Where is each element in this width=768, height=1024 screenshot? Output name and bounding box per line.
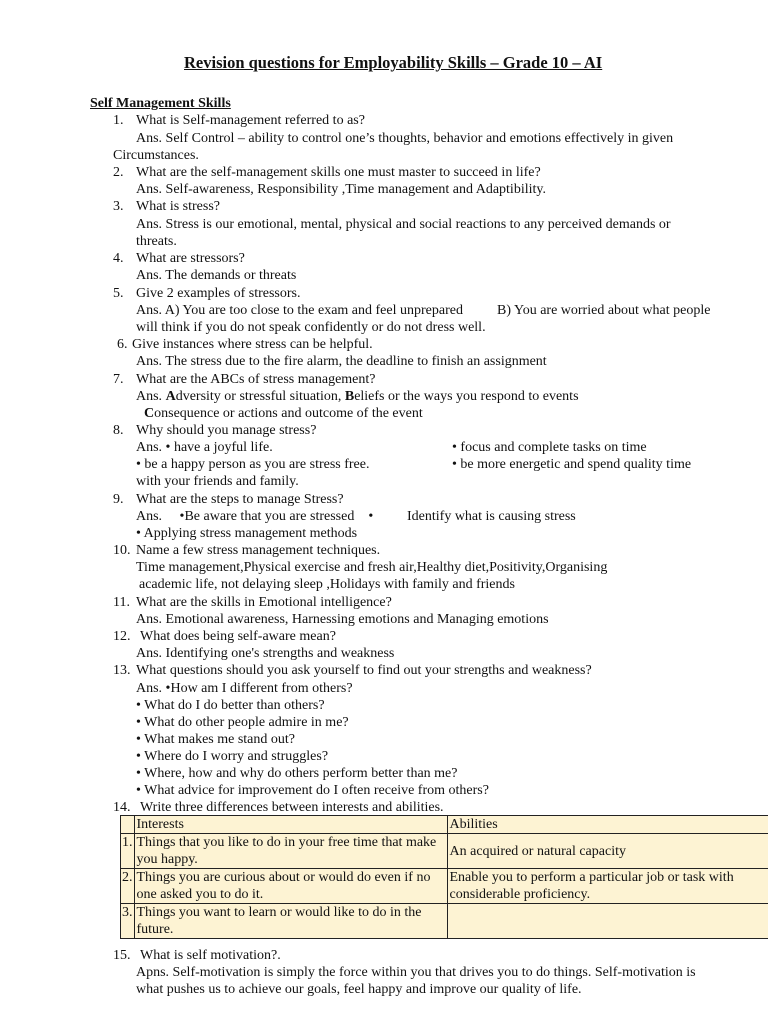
table-cell — [121, 816, 135, 834]
answer-text: Ans. A) You are too close to the exam and feel unprepared — [136, 303, 463, 318]
question-text: Name a few stress management techniques. — [136, 543, 381, 558]
item-number: 14. — [113, 800, 131, 815]
answer-text: • be a happy person as you are stress free. — [136, 457, 370, 472]
table-header-row — [121, 816, 768, 834]
item-number: 11. — [113, 595, 130, 610]
answer-text: Circumstances. — [113, 148, 199, 163]
interest-cell: Things you are curious about or would do even if no one asked you to do it. — [134, 869, 447, 904]
answer-text: • Where do I worry and struggles? — [136, 749, 329, 764]
question-text: What is Self-management referred to as? — [136, 113, 365, 128]
answer-text: • Applying stress management methods — [136, 526, 358, 541]
answer-text: Ans. Identifying one's strengths and weakness — [136, 646, 395, 661]
answer-text: • focus and complete tasks on time — [452, 440, 647, 455]
item-number: 12. — [113, 629, 131, 644]
answer-text: • be more energetic and spend quality time — [452, 457, 692, 472]
answer-text: Ans. •Be aware that you are stressed • — [136, 509, 374, 524]
question-text: What are the skills in Emotional intelligence? — [136, 595, 392, 610]
answer-text: academic life, not delaying sleep ,Holidays with family and friends — [139, 577, 515, 592]
item-number: 1. — [113, 113, 124, 128]
question-text: What are stressors? — [136, 251, 245, 266]
answer-text: Time management,Physical exercise and fresh air,Healthy diet,Positivity,Organising — [136, 560, 608, 575]
answer-text: Ans. Self-awareness, Responsibility ,Time management and Adaptibility. — [136, 182, 546, 197]
answer-text: Consequence or actions and outcome of the event — [144, 406, 423, 421]
ability-cell — [447, 904, 768, 939]
item-number: 13. — [113, 663, 131, 678]
question-text: What are the steps to manage Stress? — [136, 492, 344, 507]
answer-text: • What do other people admire in me? — [136, 715, 349, 730]
item-number: 6. — [117, 337, 128, 352]
row-index: 3. — [121, 904, 135, 939]
row-index: 1. — [121, 834, 135, 869]
table-header-abilities: Abilities — [447, 816, 768, 834]
document-title: Revision questions for Employability Skills – Grade 10 – AI — [184, 53, 603, 72]
ability-cell: Enable you to perform a particular job or task with considerable proficiency. — [447, 869, 768, 904]
item-number: 3. — [113, 199, 124, 214]
ability-cell: An acquired or natural capacity — [447, 834, 768, 869]
question-text: Why should you manage stress? — [136, 423, 317, 438]
item-number: 2. — [113, 165, 124, 180]
question-text: What are the ABCs of stress management? — [136, 372, 376, 387]
table-row — [121, 904, 768, 939]
answer-text: Identify what is causing stress — [407, 509, 576, 524]
table-row — [121, 869, 768, 904]
interest-cell: Things you want to learn or would like to do in the future. — [134, 904, 447, 939]
answer-text: B) You are worried about what people — [497, 303, 711, 318]
item-number: 4. — [113, 251, 124, 266]
interest-cell: Things that you like to do in your free time that make you happy. — [134, 834, 447, 869]
answer-text: Ans. •How am I different from others? — [136, 681, 353, 696]
answer-text: • What makes me stand out? — [136, 732, 295, 747]
answer-text: Apns. Self-motivation is simply the force within you that drives you to do things. Self-motivation is — [136, 965, 696, 980]
question-text: What are the self-management skills one must master to succeed in life? — [136, 165, 541, 180]
row-index: 2. — [121, 869, 135, 904]
answer-text: Ans. Self Control – ability to control one’s thoughts, behavior and emotions effectively in given — [136, 131, 674, 146]
table-header-interests: Interests — [134, 816, 447, 834]
answer-text: Ans. Stress is our emotional, mental, physical and social reactions to any perceived demands or — [136, 217, 671, 232]
answer-text: • What do I do better than others? — [136, 698, 325, 713]
item-number: 8. — [113, 423, 124, 438]
question-text: What questions should you ask yourself to find out your strengths and weakness? — [136, 663, 592, 678]
answer-text: Ans. • have a joyful life. — [136, 440, 273, 455]
item-number: 10. — [113, 543, 131, 558]
answer-text: with your friends and family. — [136, 474, 299, 489]
question-text: What is self motivation?. — [140, 948, 281, 963]
answer-text: threats. — [136, 234, 177, 249]
question-text: What does being self-aware mean? — [140, 629, 336, 644]
interests-abilities-table — [120, 815, 768, 939]
answer-text: Ans. The stress due to the fire alarm, the deadline to finish an assignment — [136, 354, 547, 369]
question-text: Give 2 examples of stressors. — [136, 286, 301, 301]
answer-text: Ans. The demands or threats — [136, 268, 297, 283]
question-text: Write three differences between interests and abilities. — [140, 800, 444, 815]
answer-text: Ans. Emotional awareness, Harnessing emotions and Managing emotions — [136, 612, 549, 627]
section-heading: Self Management Skills — [90, 96, 231, 111]
answer-text: Ans. Adversity or stressful situation, Beliefs or the ways you respond to events — [136, 389, 579, 404]
answer-text: • Where, how and why do others perform better than me? — [136, 766, 458, 781]
question-text: Give instances where stress can be helpful. — [132, 337, 373, 352]
item-number: 5. — [113, 286, 124, 301]
item-number: 9. — [113, 492, 124, 507]
answer-text: will think if you do not speak confidently or do not dress well. — [136, 320, 486, 335]
item-number: 15. — [113, 948, 131, 963]
table-row — [121, 834, 768, 869]
question-text: What is stress? — [136, 199, 220, 214]
item-number: 7. — [113, 372, 124, 387]
answer-text: • What advice for improvement do I often receive from others? — [136, 783, 489, 798]
answer-text: what pushes us to achieve our goals, feel happy and improve our quality of life. — [136, 982, 582, 997]
